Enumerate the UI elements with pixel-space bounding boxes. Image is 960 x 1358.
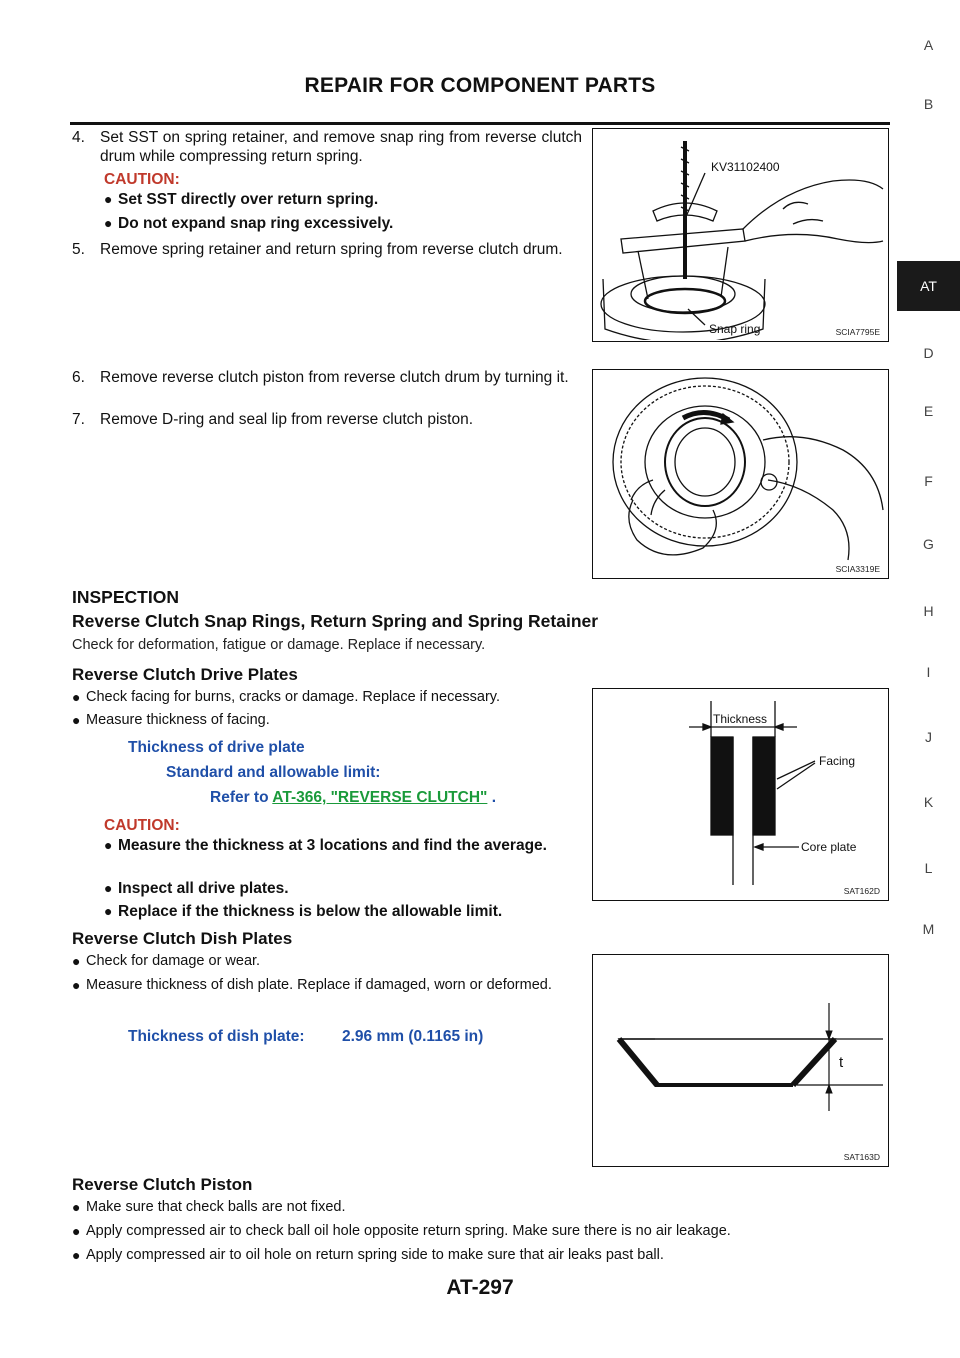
page-header-title: REPAIR FOR COMPONENT PARTS: [304, 74, 656, 97]
drive-plate-spec-title: Thickness of drive plate: [128, 739, 305, 756]
header-rule: [70, 122, 890, 125]
drive-plate-spec-subtitle: Standard and allowable limit:: [166, 764, 381, 781]
bullet-icon: ●: [72, 953, 81, 969]
label-facing: Facing: [819, 754, 856, 768]
side-tab-a[interactable]: A: [923, 37, 934, 53]
bullet-icon: ●: [72, 689, 81, 705]
figure-sst-snap-ring: [592, 128, 889, 342]
step-text: Remove D-ring and seal lip from reverse clutch piston.: [100, 411, 474, 428]
step-text: Remove spring retainer and return spring from reverse clutch drum.: [100, 241, 563, 258]
step-text: Set SST on spring retainer, and remove snap ring from reverse clutch drum while compressing return spring.: [100, 129, 582, 165]
side-tab-k[interactable]: K: [923, 794, 934, 810]
side-tab-g[interactable]: G: [923, 536, 934, 552]
bullet-icon: ●: [72, 1247, 81, 1263]
dish-plate-spec-value: 2.96 mm (0.1165 in): [342, 1028, 484, 1045]
inspection-title: INSPECTION: [72, 587, 179, 607]
side-tab-b[interactable]: B: [923, 96, 934, 112]
figure-remove-piston: [592, 369, 889, 579]
piston-heading: Reverse Clutch Piston: [72, 1175, 253, 1194]
caution-label: CAUTION:: [104, 817, 180, 834]
side-tab-h[interactable]: H: [923, 603, 934, 619]
ref-link-reverse-clutch[interactable]: AT-366, "REVERSE CLUTCH": [272, 789, 488, 806]
step-text: Remove reverse clutch piston from reverse clutch drum by turning it.: [100, 369, 569, 386]
figure-code: SAT163D: [843, 1152, 880, 1162]
step-number: 4.: [72, 129, 85, 146]
label-core-plate: Core plate: [801, 840, 857, 854]
bullet-icon: ●: [104, 837, 113, 853]
side-tab-f[interactable]: F: [924, 473, 933, 489]
figure-dish-plate-thickness: [592, 954, 889, 1167]
bullet-icon: ●: [104, 903, 113, 919]
side-tab-d[interactable]: D: [923, 345, 934, 361]
label-t: t: [839, 1054, 844, 1071]
side-tab-j[interactable]: J: [925, 729, 932, 745]
dish-plates-heading: Reverse Clutch Dish Plates: [72, 929, 293, 948]
side-tab-m[interactable]: M: [922, 921, 935, 937]
step-number: 5.: [72, 241, 85, 258]
bullet-icon: ●: [104, 191, 113, 207]
figure-drive-plate-thickness: [592, 688, 889, 901]
figure-code: SCIA3319E: [835, 564, 880, 574]
drive-plate-section-illustration: [593, 689, 887, 899]
bullet-icon: ●: [104, 215, 113, 231]
snap-rings-text: Check for deformation, fatigue or damage. Replace if necessary.: [72, 637, 486, 653]
part-label: Snap ring: [709, 322, 761, 336]
bullet-icon: ●: [72, 1199, 81, 1215]
dish-plate-spec-label: Thickness of dish plate:: [128, 1028, 305, 1045]
sst-compressor-illustration: [593, 129, 887, 340]
drive-plates-heading: Reverse Clutch Drive Plates: [72, 665, 298, 684]
figure-code: SAT162D: [843, 886, 880, 896]
bullet-icon: ●: [72, 712, 81, 728]
bullet-icon: ●: [72, 1223, 81, 1239]
step-number: 7.: [72, 411, 85, 428]
side-tab-e[interactable]: E: [923, 403, 934, 419]
step-number: 6.: [72, 369, 85, 386]
dish-plate-section-illustration: [593, 955, 887, 1165]
piston-removal-illustration: [593, 370, 887, 577]
side-tab-i[interactable]: I: [926, 664, 931, 680]
side-index-tabs: [897, 0, 960, 1358]
drive-plate-spec-ref: Refer to AT-366, "REVERSE CLUTCH" .: [210, 789, 497, 806]
snap-rings-heading: Reverse Clutch Snap Rings, Return Spring and Spring Retainer: [72, 611, 599, 631]
side-tab-at-active[interactable]: AT: [897, 261, 960, 311]
caution-label: CAUTION:: [104, 171, 180, 188]
page-number: AT-297: [446, 1276, 514, 1299]
side-tab-l[interactable]: L: [924, 860, 933, 876]
figure-code: SCIA7795E: [835, 327, 880, 337]
bullet-icon: ●: [104, 880, 113, 896]
tool-label: KV31102400: [711, 160, 780, 174]
bullet-icon: ●: [72, 977, 81, 993]
label-thickness: Thickness: [713, 712, 768, 726]
